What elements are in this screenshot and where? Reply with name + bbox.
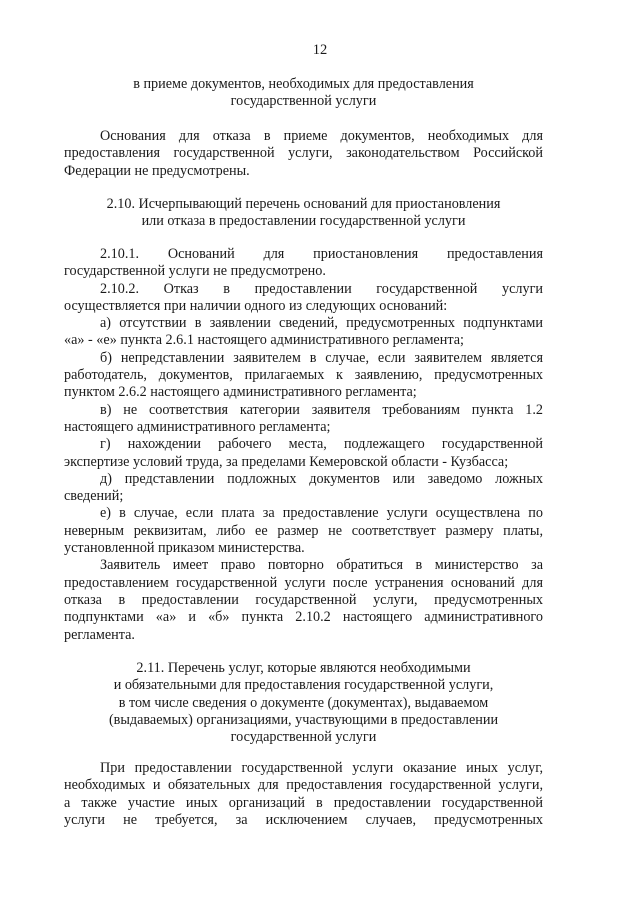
heading-line: 2.10. Исчерпывающий перечень оснований для приостановления [106,196,501,212]
text-line: предоставлением государственной услуги после устранения оснований для [64,574,543,591]
list-item-line: а) отсутствии в заявлении сведений, предусмотренных подпунктами [100,315,543,332]
text-line: осуществляется при наличии одного из следующих оснований: [64,297,448,314]
list-item-line: работодатель, документов, прилагаемых к заявлению, предусмотренных [64,367,543,384]
paragraph-other-services [64,760,543,829]
heading-refusal-documents [64,76,543,111]
list-item-line: б) непредставлении заявителем в случае, если заявителем является [100,349,543,366]
heading-line: (выдаваемых) организациями, участвующими в предоставлении [108,711,499,728]
text-line: а также участие иных организаций в предоставлении государственной [64,794,543,811]
text-line: 2.10.1. Оснований для приостановления предоставления [100,246,543,262]
text-line: предоставления государственной услуги, законодательством Российской [64,145,543,162]
text-line: Федерации не предусмотрены. [64,162,250,179]
list-item-line: настоящего административного регламента; [64,418,331,435]
list-item-line: сведений; [64,488,124,505]
heading-line: или отказа в предоставлении государственной услуги [141,213,466,230]
text-line: государственной услуги не предусмотрено. [64,263,326,280]
section-2-10-body [64,246,543,644]
heading-line: государственной услуги [230,729,377,746]
heading-line: и обязательными для предоставления государственной услуги, [113,677,494,694]
text-line: Основания для отказа в приеме документов, необходимых для [100,128,543,144]
heading-line: государственной услуги [230,93,377,110]
list-item-line: установленной приказом министерства. [64,540,305,557]
heading-line: в приеме документов, необходимых для предоставления [133,76,474,92]
list-item-line: неверным реквизитам, либо ее размер не соответствует размеру платы, [64,522,543,539]
list-item-line: экспертизе условий труда, за пределами Кемеровской области - Кузбасса; [64,453,509,470]
paragraph-refusal-grounds [64,128,543,180]
list-item-line: в) не соответствия категории заявителя требованиям пункта 1.2 [100,401,543,418]
text-line: подпунктами «а» и «б» пункта 2.10.2 настоящего административного [64,609,543,626]
text-line: отказа в предоставлении государственной услуги, предусмотренных [64,591,543,608]
text-line: При предоставлении государственной услуги оказание иных услуг, [100,760,543,776]
text-line: Заявитель имеет право повторно обратиться в министерство за [100,557,543,574]
heading-2-11 [64,660,543,746]
text-line: необходимых и обязательных для предоставления государственной услуги, [64,777,543,794]
list-item-line: д) представлении подложных документов или заведомо ложных [100,470,543,487]
list-item-line: е) в случае, если плата за предоставление услуги осуществлена по [100,505,543,522]
list-item-line: «а» - «е» пункта 2.6.1 настоящего административного регламента; [64,332,464,349]
list-item-line: пунктом 2.6.2 настоящего административного регламента; [64,384,417,401]
page-number: 12 [312,42,328,58]
text-line: регламента. [64,626,135,643]
heading-line: в том числе сведения о документе (документах), выдаваемом [118,694,489,711]
text-line: 2.10.2. Отказ в предоставлении государственной услуги [100,280,543,297]
text-line: услуги не требуется, за исключением случаев, предусмотренных [64,811,543,828]
heading-2-10 [64,196,543,231]
heading-line: 2.11. Перечень услуг, которые являются необходимыми [136,660,471,676]
list-item-line: г) нахождении рабочего места, подлежащего государственной [100,436,543,453]
